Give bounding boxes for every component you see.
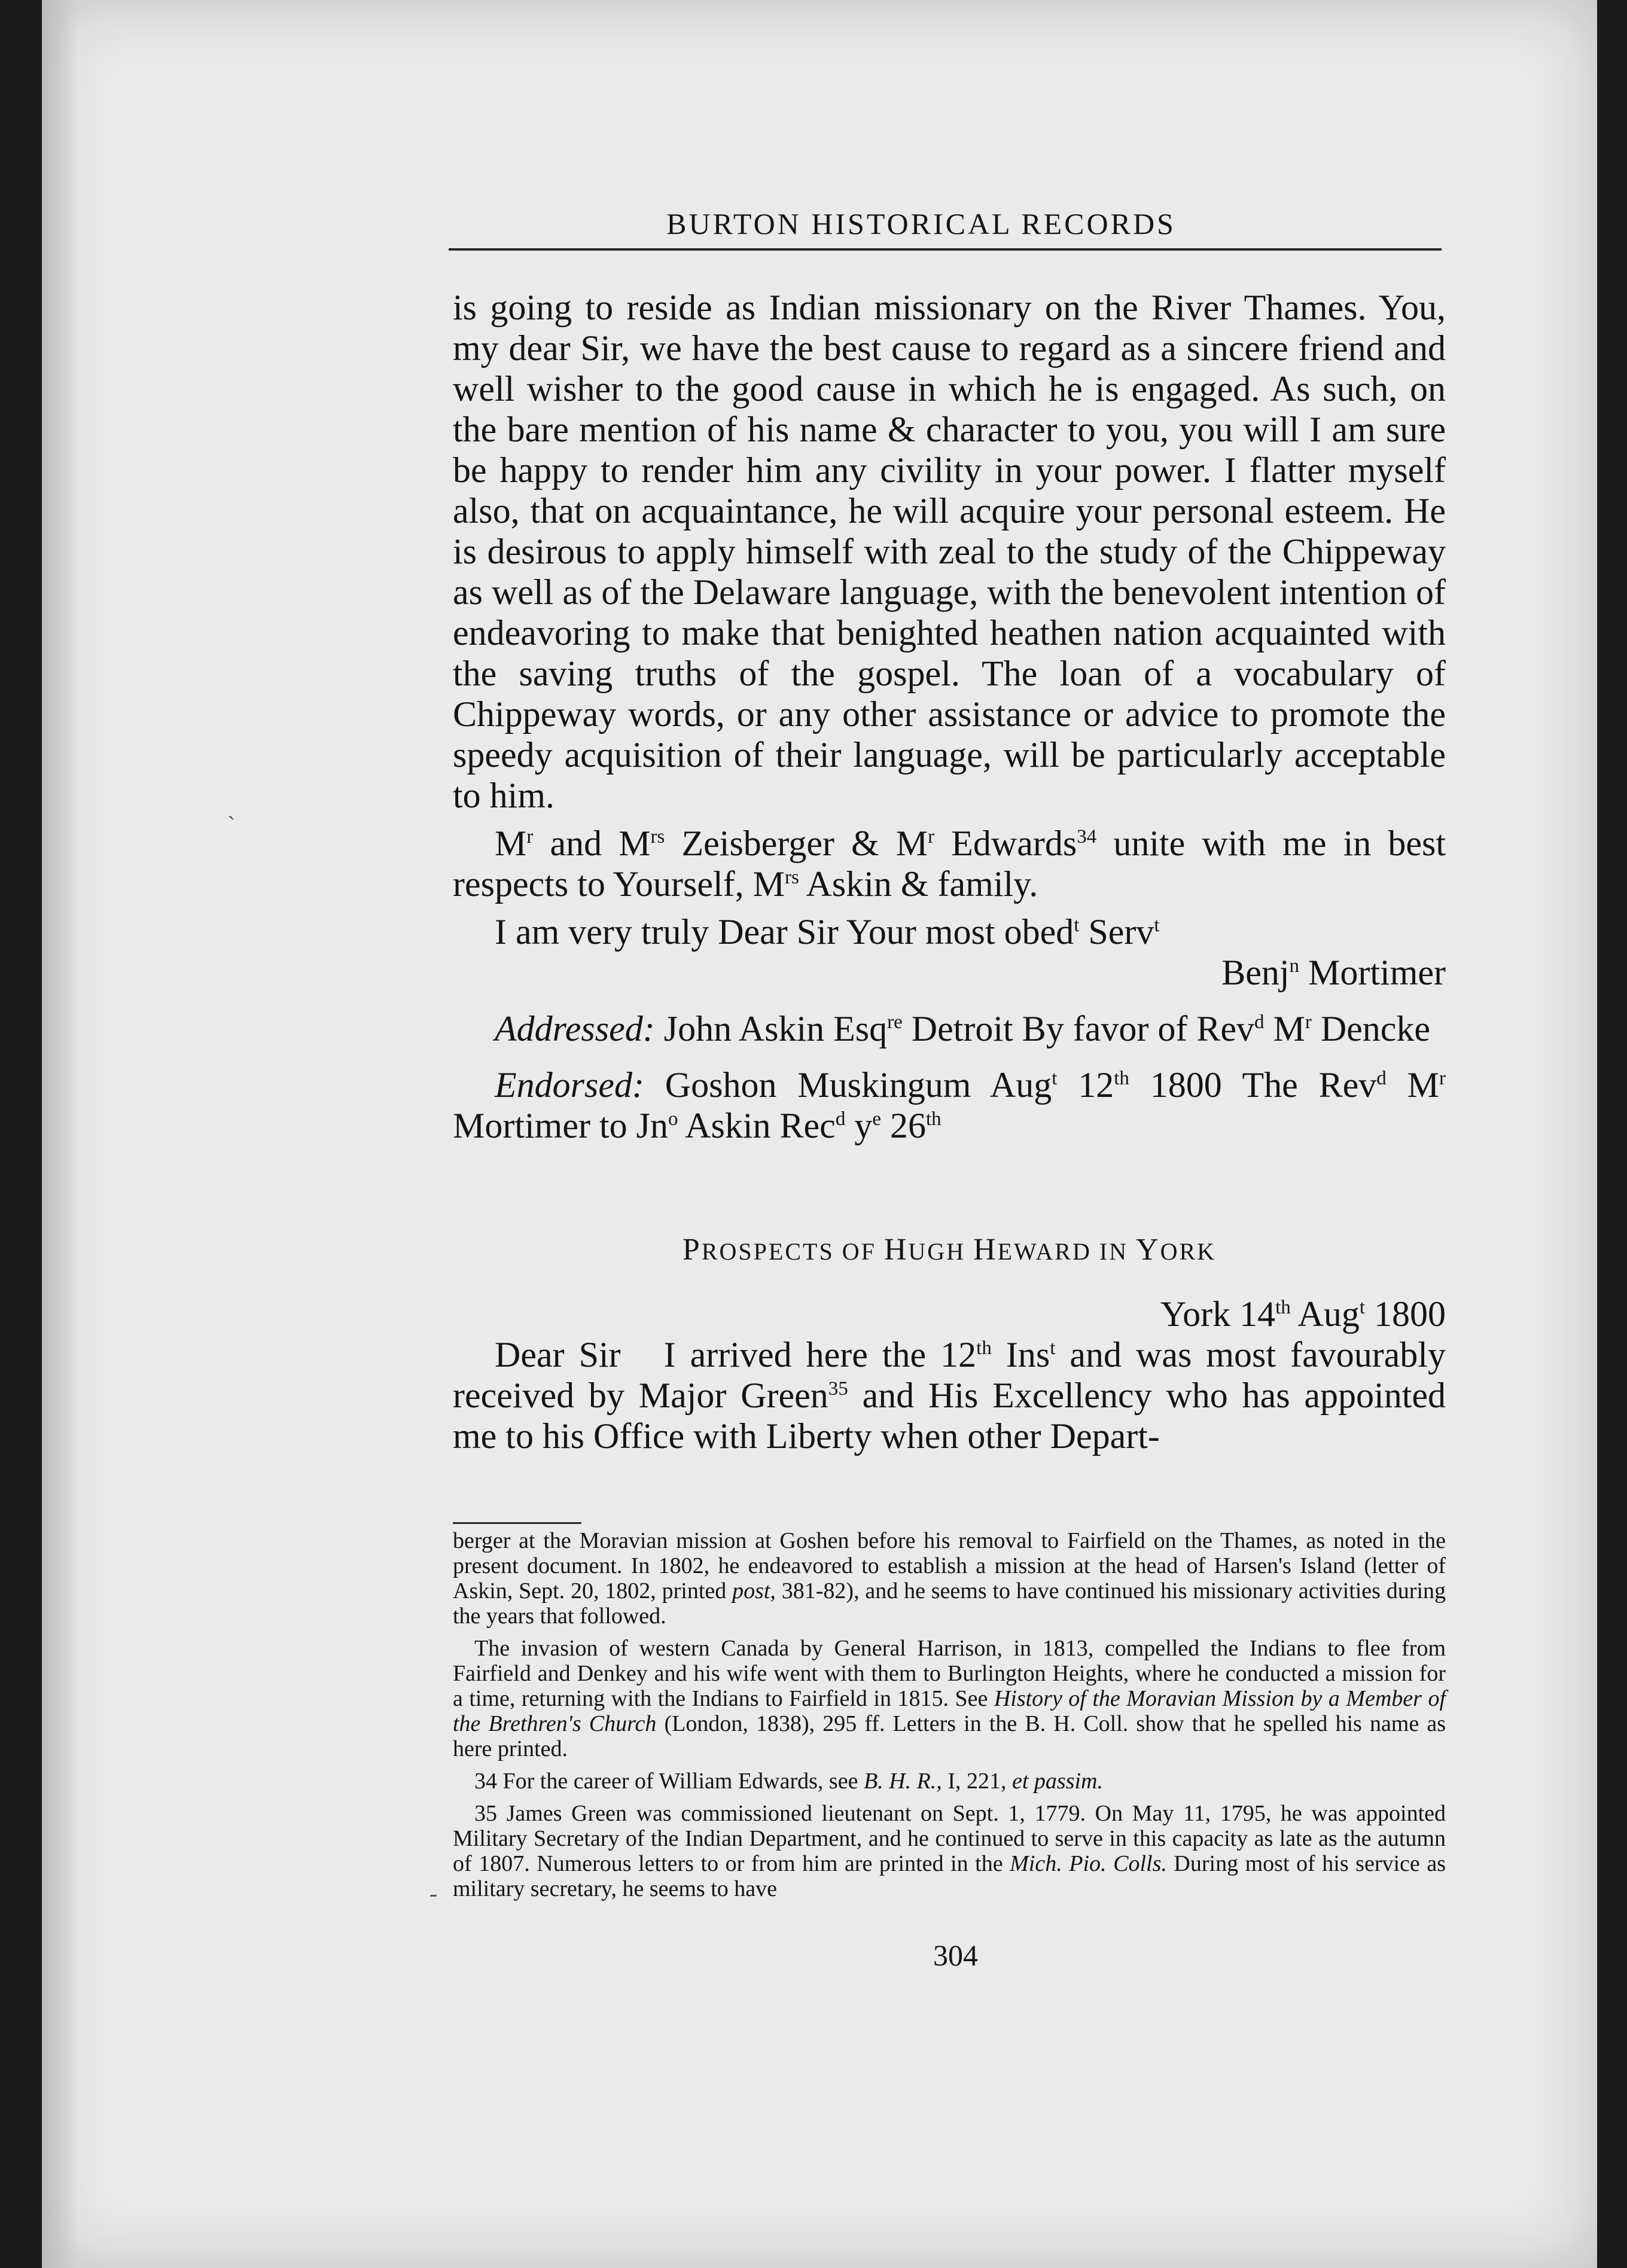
page-number: 304 xyxy=(933,1938,978,1972)
page-edge-shadow xyxy=(42,0,78,2268)
endorsed-label: Endorsed: xyxy=(495,1065,644,1105)
section-title: PROSPECTS OF HUGH HEWARD IN YORK xyxy=(682,1233,1217,1267)
endorsed-line: Endorsed: Goshon Muskingum Aug$^t$ 12th 1800 The Rev$^d$ $M^r$ Mortimer to Jn$^o$ Askin Rec$^d$ $y^e$ 26th xyxy=(453,1065,1446,1145)
letter1-paragraph-1: is going to reside as Indian missionary on the River Thames. You, my dear Sir, we have the best cause to regard as a sincere friend and well wisher to the good cause in which he is engaged. As such, on the bare mention of his name & character to you, you will I am sure be happy to render him any civility in your power. I flatter myself also, that on acquaintance, he will acquire your personal esteem. He is desirous to apply himself with zeal to the study of the Chippeway as well as of the Delaware language, with the benevolent intention of endeavoring to make that benighted heathen nation acquainted with the saving truths of the gospel. The loan of a vocabulary of Chippeway words, or any other assistance or advice to promote the speedy acquisition of their language, will be particularly acceptable to him. xyxy=(453,288,1446,815)
letter1-paragraph-2: $M^r$ and $M^{rs}$ Zeisberger & $M^r$ Edwards$^{34}$ unite with me in best respects to Yourself, $M^{rs}$ Askin & family. xyxy=(453,824,1446,904)
letter1-signature: Benj$^n$ Mortimer xyxy=(1221,953,1446,992)
page-header xyxy=(449,206,1442,251)
letter2-dateline: York 14th Aug$^t$ 1800 xyxy=(1160,1294,1446,1334)
addressed-label: Addressed: xyxy=(495,1009,655,1048)
letter1-closing: I am very truly Dear Sir Your most obed$^t$ Serv$^t$ xyxy=(495,912,1160,952)
footnote-35: 35 James Green was commissioned lieutenant on Sept. 1, 1779. On May 11, 1795, he was appointed Military Secretary of the Indian Department, and he continued to serve in this capacity as late as the autumn of 1807. Numerous letters to or from him are printed in the Mich. Pio. Colls. During most of his service as military secretary, he seems to have xyxy=(453,1801,1446,1901)
running-head: BURTON HISTORICAL RECORDS xyxy=(666,207,1176,240)
margin-mark: ˎ xyxy=(227,793,236,820)
main-text xyxy=(453,287,1455,1456)
footnote-continuation: berger at the Moravian mission at Goshen before his removal to Fairfield on the Thames, as noted in the present document. In 1802, he endeavored to establish a mission at the head of Harsen's Island (letter of Askin, Sept. 20, 1802, printed post, 381-82), and he seems to have continued his missionary activities during the years that followed. xyxy=(453,1528,1446,1629)
footnotes xyxy=(453,1528,1446,1909)
footnote-rule xyxy=(453,1522,581,1524)
letter2-paragraph-1: Dear Sir I arrived here the 12th Ins$^t$ and was most favourably received by Major Green$^{35}$ and His Excellency who has appointed me to his Office with Liberty when other Depart- xyxy=(453,1335,1455,1456)
addressed-line: Addressed: John Askin Esq$^{re}$ Detroit By favor of Rev$^d$ $M^r$ Dencke xyxy=(495,1009,1431,1048)
margin-dash: - xyxy=(429,1880,438,1907)
footnote-34: 34 For the career of William Edwards, see B. H. R., I, 221, et passim. xyxy=(474,1769,1103,1794)
footnote-continuation-2: The invasion of western Canada by General Harrison, in 1813, compelled the Indians to flee from Fairfield and Denkey and his wife went with them to Burlington Heights, where he conducted a mission for a time, returning with the Indians to Fairfield in 1815. See History of the Moravian Mission by a Member of the Brethren's Church (London, 1838), 295 ff. Letters in the B. H. Coll. show that he spelled his name as here printed. xyxy=(453,1636,1446,1761)
